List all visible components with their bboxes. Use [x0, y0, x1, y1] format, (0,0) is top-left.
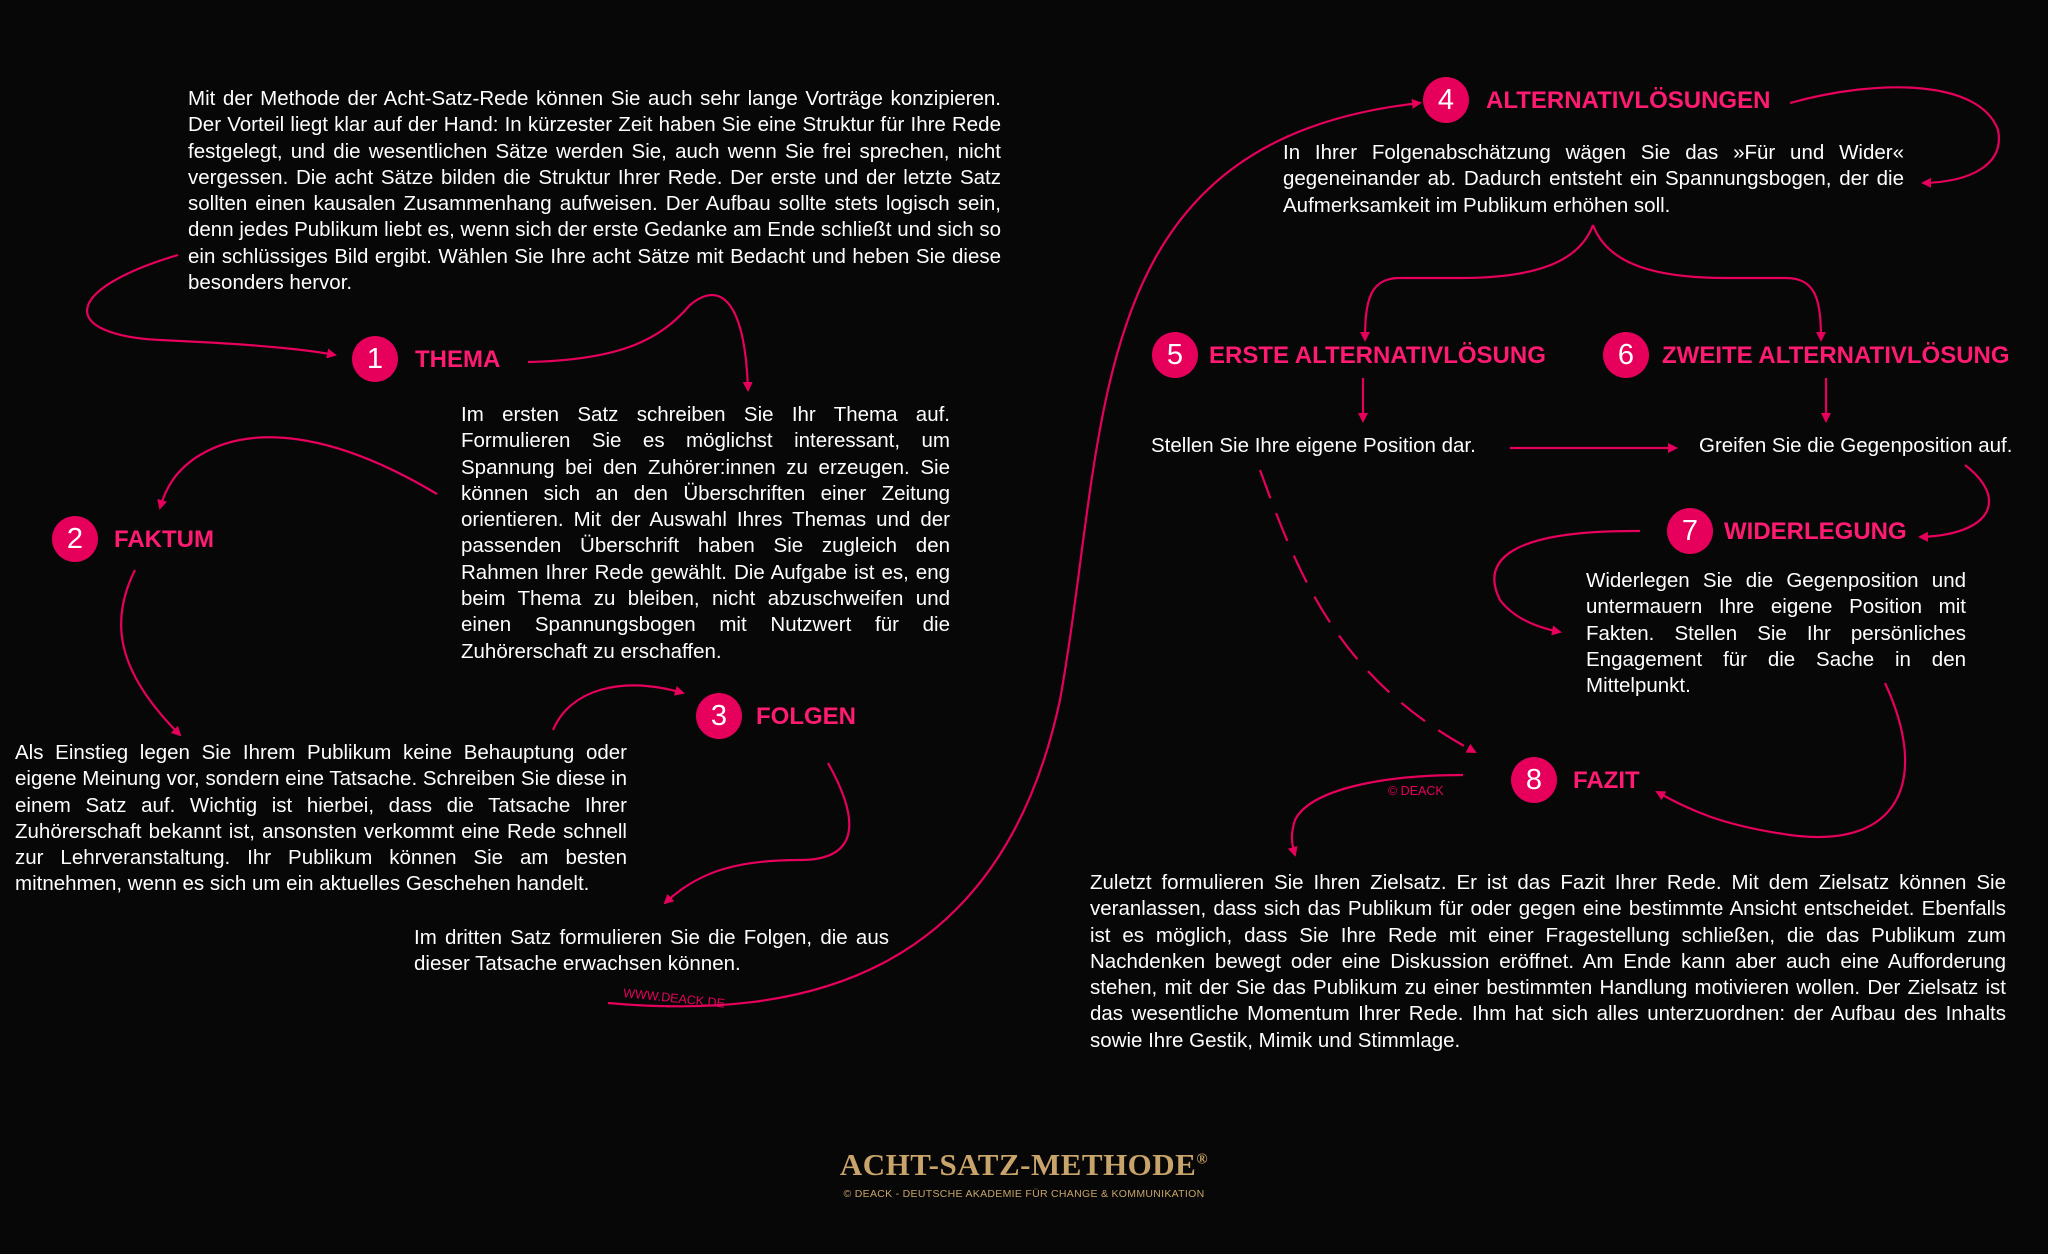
arrow-faktum-to-text — [121, 570, 180, 735]
arrow-text1-to-faktum — [160, 437, 437, 508]
step-3-text: Im dritten Satz formulieren Sie die Folgen, die aus dieser Tatsache erwachsen können. — [414, 926, 889, 976]
step-2-title: FAKTUM — [114, 526, 214, 553]
watermark-copyright: © DEACK — [1388, 784, 1444, 798]
step-6-number-badge: 6 — [1603, 332, 1649, 378]
step-2-text: Als Einstieg legen Sie Ihrem Publikum keine Behauptung oder eigene Meinung vor, sondern eine Tatsache. Schreiben Sie diese in einem Satz auf. Wichtig ist hierbei, dass die Tatsache Ihrer Zuhörerschaft bekannt ist, ansonsten verkommt eine Rede schnell zur Lehrveranstaltung. Ihr Publikum können Sie am besten mitnehmen, wenn es sich um ein aktuelles Geschehen handelt. — [15, 741, 627, 896]
watermark-website: WWW.DEACK.DE — [622, 986, 726, 1011]
step-5-text: Stellen Sie Ihre eigene Position dar. — [1151, 434, 1476, 457]
registered-mark: ® — [1196, 1151, 1209, 1168]
step-3-number-badge: 3 — [696, 693, 742, 739]
step-4-title: ALTERNATIVLÖSUNGEN — [1486, 87, 1771, 114]
arrow-text7-to-fazit — [1657, 683, 1905, 837]
step-1-title: THEMA — [415, 346, 501, 373]
step-8-title: FAZIT — [1573, 767, 1640, 794]
footer-title-text: ACHT-SATZ-METHODE — [839, 1147, 1197, 1182]
step-7-text: Widerlegen Sie die Gegenposition und untermauern Ihre eigene Position mit Fakten. Stellen Sie Ihr persönliches Engagement für die Sache in den Mittelpunkt. — [1586, 569, 1966, 698]
step-1-text: Im ersten Satz schreiben Sie Ihr Thema auf. Formulieren Sie es möglichst interessant, um Spannung bei den Zuhörer:innen zu erzeugen. Sie können sich an den Überschriften einer Zeitung orientieren. Mit der Auswahl Ihres Themas und der passenden Überschrift haben Sie zugleich den Rahmen Ihrer Rede gewählt. Die Aufgabe ist es, eng beim Thema zu bleiben, nicht abzuschweifen und einen Spannungsbogen mit Nutzwert für die Zuhörerschaft zu erschaffen. — [461, 403, 950, 663]
step-2-number-badge: 2 — [52, 516, 98, 562]
arrow-5-to-fazit-dashed — [1260, 470, 1475, 752]
arrow-split-to-6 — [1593, 225, 1821, 340]
step-7-title: WIDERLEGUNG — [1724, 518, 1907, 545]
arrow-split-to-5 — [1365, 225, 1593, 340]
intro-text: Mit der Methode der Acht-Satz-Rede können Sie auch sehr lange Vorträge konzipieren. Der Vorteil liegt klar auf der Hand: In kürzester Zeit haben Sie eine Struktur für Ihre Rede festgelegt, und die wesentlichen Sätze werden Sie, auch wenn Sie frei sprechen, nicht vergessen. Die acht Sätze bilden die Struktur Ihrer Rede. Der erste und der letzte Satz sollten einen kausalen Zusammenhang aufweisen. Der Aufbau sollte stets logisch sein, denn jedes Publikum liebt es, wenn sich der erste Gedanke am Ende schließt und sich so ein schlüssiges Bild ergibt. Wählen Sie Ihre acht Sätze mit Bedacht und heben Sie diese besonders hervor. — [188, 87, 1001, 295]
step-5-number-badge: 5 — [1152, 332, 1198, 378]
footer-subtitle: © DEACK - DEUTSCHE AKADEMIE FÜR CHANGE & KOMMUNIKATION — [843, 1188, 1205, 1200]
step-4-number-badge: 4 — [1423, 77, 1469, 123]
step-6-text: Greifen Sie die Gegenposition auf. — [1699, 434, 2013, 457]
step-3-title: FOLGEN — [756, 703, 856, 730]
step-4-text: In Ihrer Folgenabschätzung wägen Sie das »Für und Wider« gegeneinander ab. Dadurch entsteht ein Spannungsbogen, der die Aufmerksamkeit im Publikum erhöhen soll. — [1283, 141, 1904, 217]
step-1-number-badge: 1 — [352, 336, 398, 382]
step-8-text: Zuletzt formulieren Sie Ihren Zielsatz. Er ist das Fazit Ihrer Rede. Mit dem Zielsatz können Sie veranlassen, dass sich das Publikum für oder gegen eine bestimmte Ansicht entscheidet. Ebenfalls ist es möglich, dass Sie Ihre Rede mit einer Fragestellung schließen, die das Publikum zum Nachdenken bewegt oder eine Diskussion eröffnet. Am Ende kann aber auch eine Aufforderung stehen, mit der Sie das Publikum zu einer bestimmten Handlung motivieren wollen. Der Zielsatz ist das wesentliche Momentum Ihrer Rede. Ihm hat sich alles unterzuordnen: der Aufbau des Inhalts sowie Ihre Gestik, Mimik und Stimmlage. — [1090, 871, 2006, 1052]
step-8-number-badge: 8 — [1511, 757, 1557, 803]
arrow-folgen-to-text — [665, 763, 849, 903]
step-6-title: ZWEITE ALTERNATIVLÖSUNG — [1662, 342, 2010, 369]
arrow-6-to-widerlegung — [1920, 465, 1989, 537]
step-7-number-badge: 7 — [1667, 508, 1713, 554]
footer-title — [0, 1147, 2048, 1183]
arrow-thema-to-text — [528, 295, 748, 390]
arrow-text2-to-folgen — [553, 685, 683, 730]
step-5-title: ERSTE ALTERNATIVLÖSUNG — [1209, 342, 1546, 369]
